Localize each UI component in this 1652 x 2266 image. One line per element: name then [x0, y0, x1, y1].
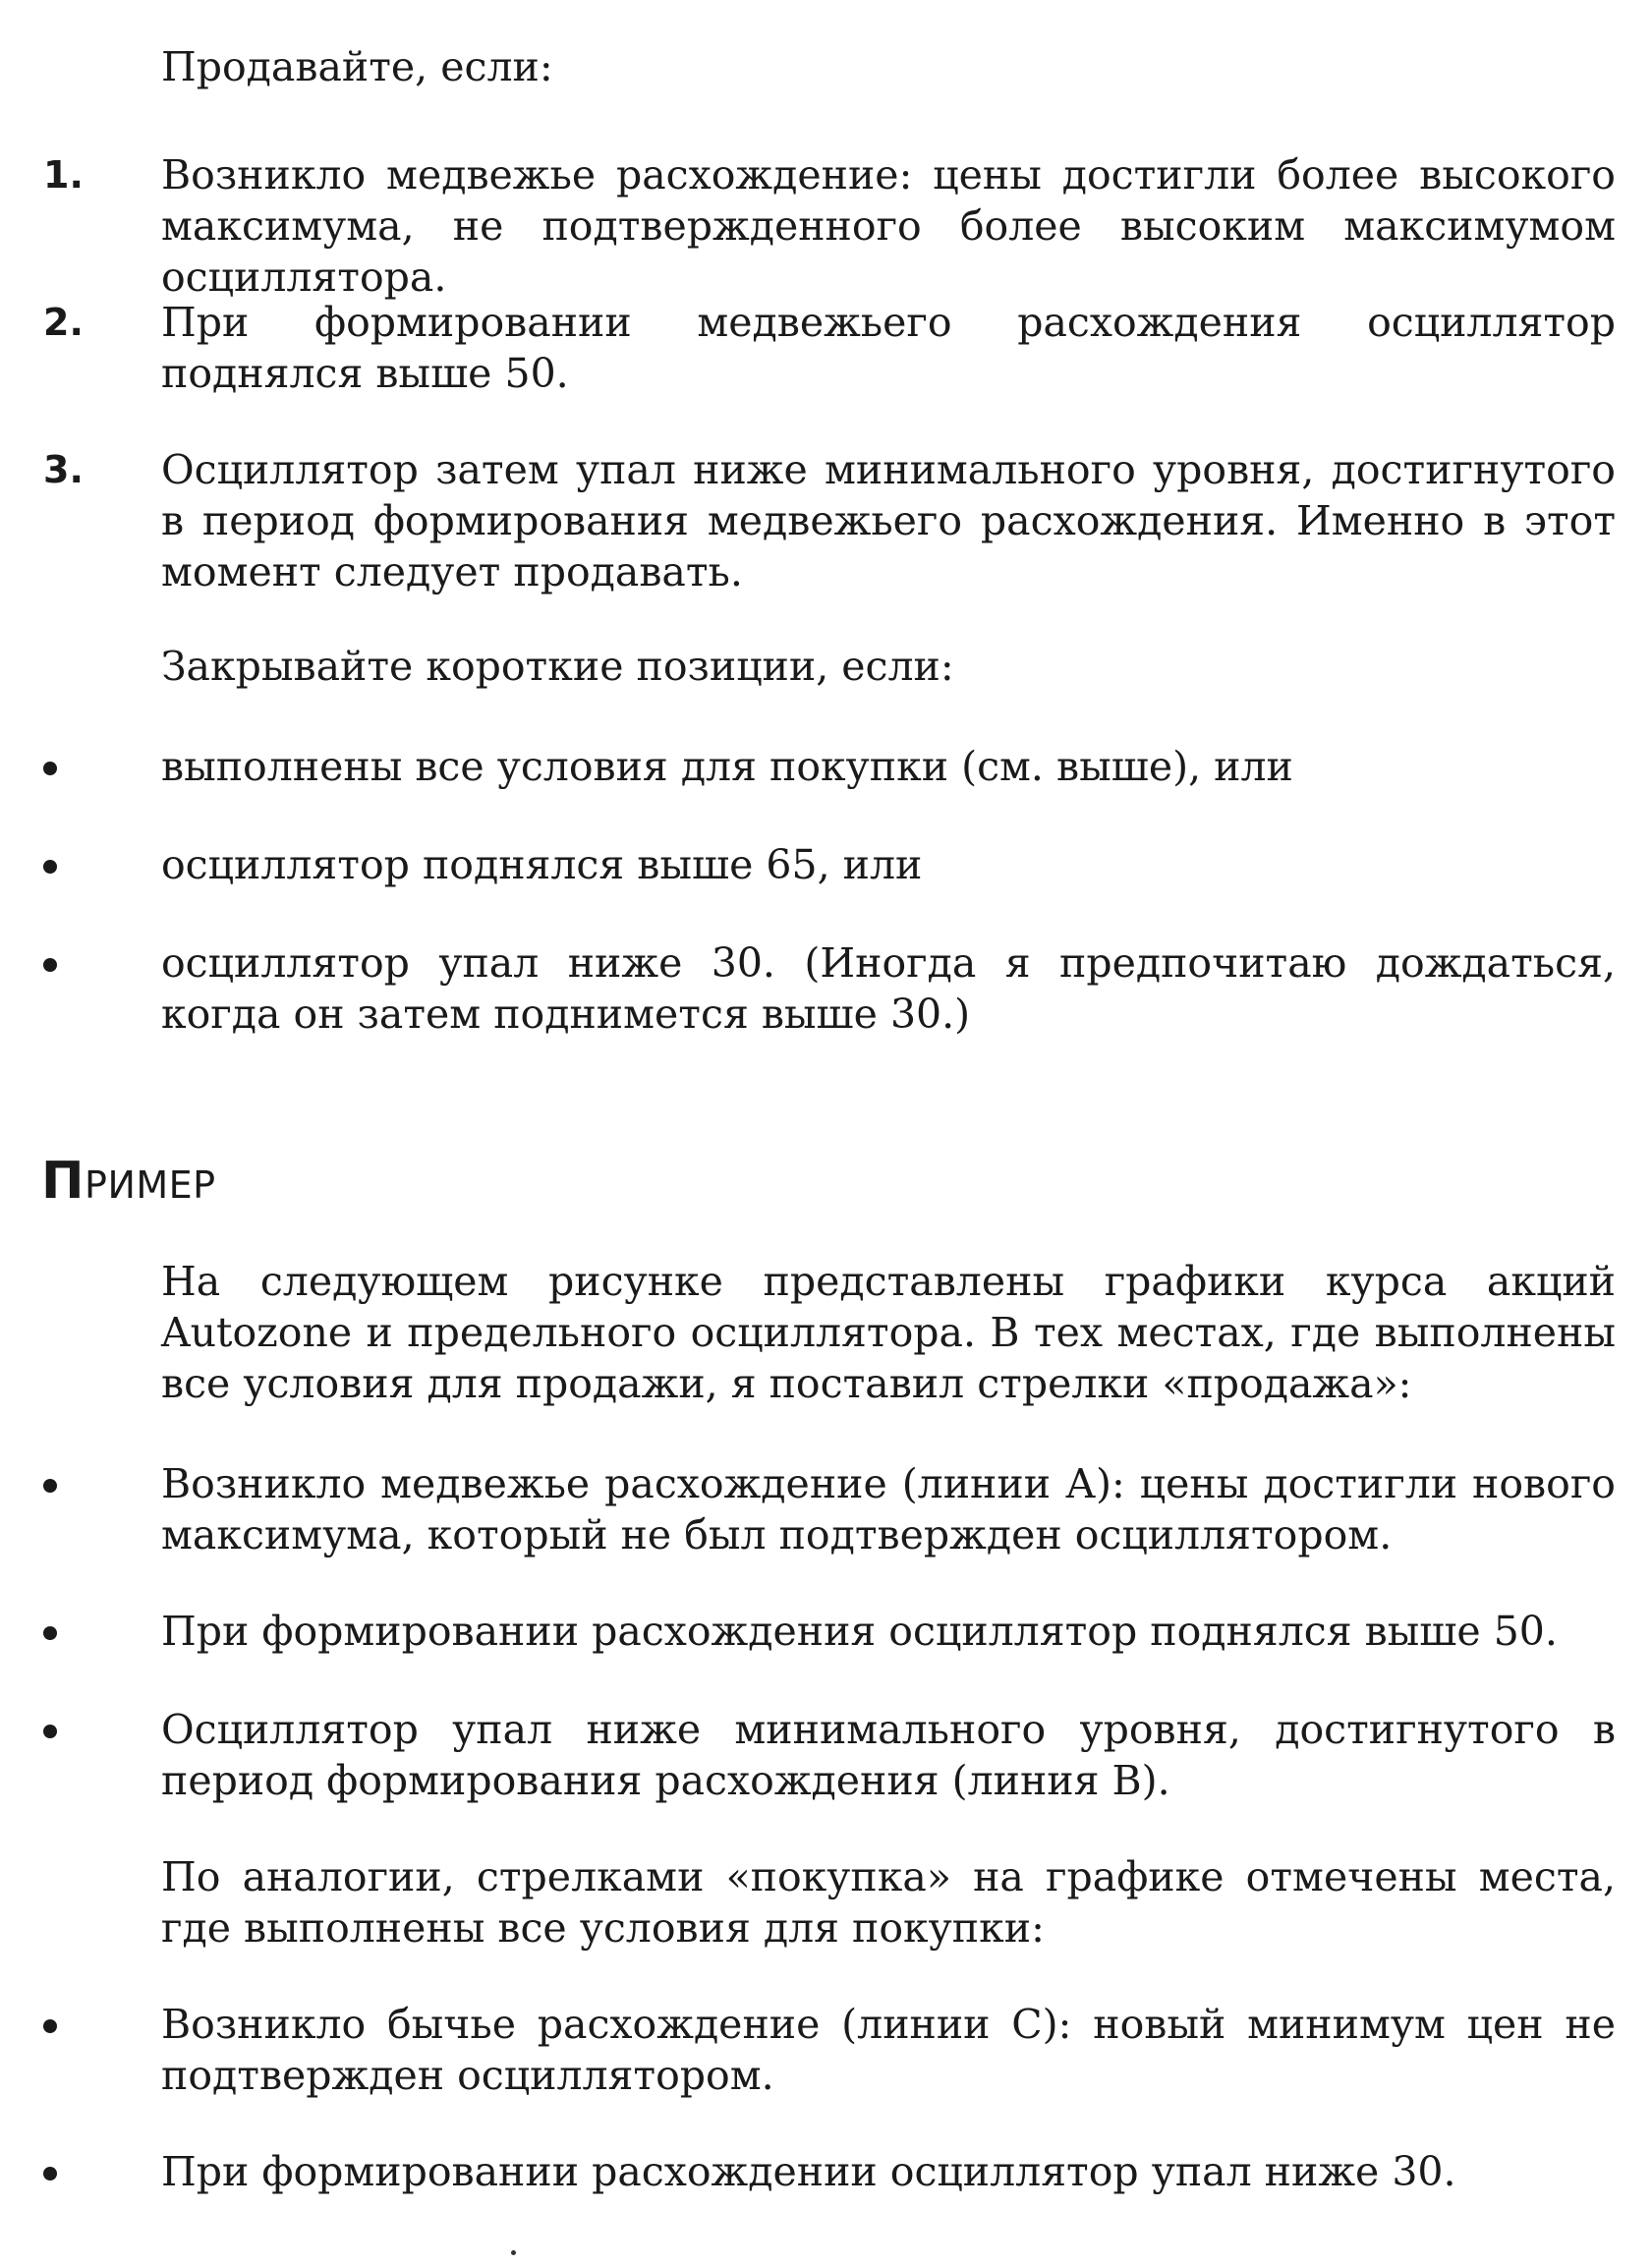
example-sell-point-1: Возникло медвежье расхождение (линии А): цены достигли нового максимума, который не был подтвержден осциллятором.: [161, 1460, 1616, 1558]
cover-condition-1: выполнены все условия для покупки (см. выше), или: [161, 743, 1293, 790]
section-heading: [41, 1152, 216, 1211]
list-number: 1.: [43, 153, 84, 197]
list-number: 3.: [43, 448, 84, 491]
cover-condition-3: осциллятор упал ниже 30. (Иногда я предпочитаю дождаться, когда он затем поднимется выше 30.): [161, 939, 1616, 1038]
bullet-icon: [43, 1479, 57, 1493]
sell-condition-3: Осциллятор затем упал ниже минимального уровня, достигнутого в период формирования медвежьего расхождения. Именно в этот момент следует продавать.: [161, 446, 1616, 595]
heading-rest: РИМЕР: [85, 1163, 216, 1207]
sell-intro: Продавайте, если:: [161, 43, 553, 90]
example-buy-point-1: Возникло бычье расхождение (линии С): новый минимум цен не подтвержден осциллятором.: [161, 2001, 1616, 2099]
scan-speck: [511, 2250, 516, 2255]
cover-intro: Закрывайте короткие позиции, если:: [161, 643, 954, 690]
example-intro: На следующем рисунке представлены графики курса акций Autozone и предельного осциллятора. В тех местах, где выполнены все условия для продажи, я поставил стрелки «продажа»:: [161, 1258, 1616, 1407]
bullet-icon: [43, 958, 57, 972]
cover-condition-2: осциллятор поднялся выше 65, или: [161, 841, 923, 888]
bullet-icon: [43, 860, 57, 874]
list-number: 2.: [43, 301, 84, 344]
bullet-icon: [43, 2019, 57, 2033]
sell-condition-1: Возникло медвежье расхождение: цены достигли более высокого максимума, не подтвержденного более высоким максимумом осциллятора.: [161, 151, 1616, 301]
example-buy-point-2: При формировании расхождении осциллятор упал ниже 30.: [161, 2148, 1456, 2195]
example-sell-point-2: При формировании расхождения осциллятор поднялся выше 50.: [161, 1608, 1558, 1655]
example-buy-intro: По аналогии, стрелками «покупка» на графике отмечены места, где выполнены все условия для покупки:: [161, 1853, 1616, 1952]
bullet-icon: [43, 1725, 57, 1738]
bullet-icon: [43, 1626, 57, 1640]
sell-condition-2: При формировании медвежьего расхождения осциллятор поднялся выше 50.: [161, 299, 1616, 397]
heading-initial: П: [41, 1152, 85, 1211]
bullet-icon: [43, 2167, 57, 2181]
bullet-icon: [43, 762, 57, 775]
example-sell-point-3: Осциллятор упал ниже минимального уровня, достигнутого в период формирования расхождения (линия В).: [161, 1706, 1616, 1804]
